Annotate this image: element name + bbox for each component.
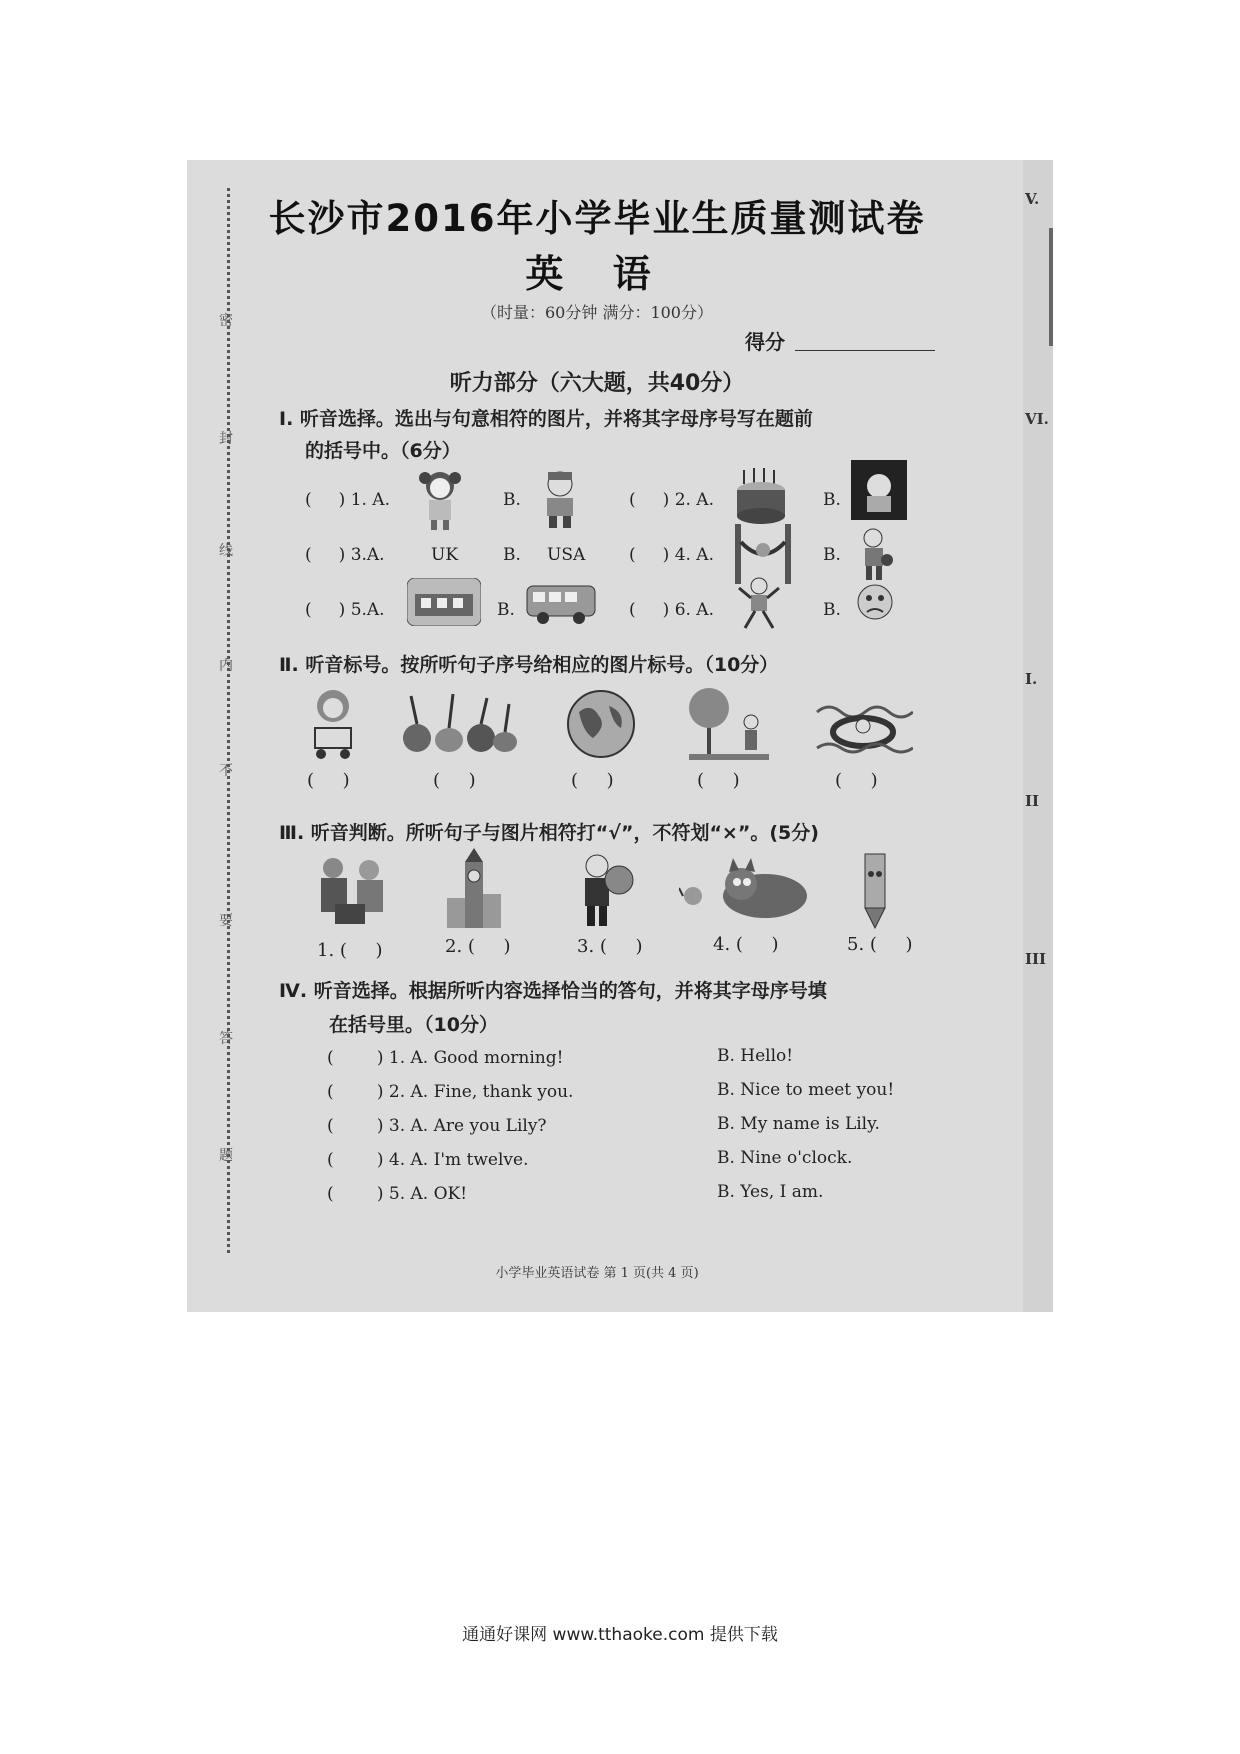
option-b-label: B. [503,490,521,510]
earth-picture [565,688,637,760]
dialog-option-b: B. Nice to meet you! [717,1080,895,1100]
question-4: ( ) 4. A. [629,545,714,565]
cake-picture [733,466,789,526]
dialog-question-a: ( ) 3. A. Are you Lily? [327,1116,547,1136]
binding-char: 答 [219,1031,233,1047]
score-line [795,350,935,351]
section4-heading-cont: 在括号里。（10分） [329,1014,498,1036]
site-footer: 通通好课网 www.tthaoke.com 提供下载 [462,1625,778,1645]
judge-blank[interactable]: 2. ( ) [445,936,511,957]
section1-heading-cont: 的括号中。（6分） [305,440,461,462]
binding-char: 密 [219,313,233,329]
answer-blank[interactable]: ( ) [307,770,350,791]
exam-subject: 英 语 [525,252,669,296]
question-5: ( ) 5.A. [305,600,385,620]
cupcake-picture [851,460,907,520]
binding-char: 内 [219,658,233,674]
binding-char: 题 [219,1148,233,1164]
section4-heading: Ⅳ. 听音选择。根据所听内容选择恰当的答句，并将其字母序号填 [279,980,827,1002]
answer-blank[interactable]: ( ) [835,770,878,791]
bus-picture [525,580,597,626]
question-3: ( ) 3.A. [305,545,385,565]
boy-basketball-picture [855,526,895,582]
judge-blank[interactable]: 5. ( ) [847,934,913,955]
dialog-option-b: B. Hello! [717,1046,794,1066]
next-page-bar [1049,228,1053,346]
score-label: 得分 [745,330,785,354]
page-number: 小学毕业英语试卷 第 1 页(共 4 页) [495,1266,699,1281]
section1-heading: Ⅰ. 听音选择。选出与句意相符的图片，并将其字母序号写在题前 [279,408,813,430]
big-ben-picture [443,848,505,930]
section3-heading: Ⅲ. 听音判断。所听句子与图片相符打“√”，不符划“×”。(5分) [279,822,819,844]
dialog-question-a: ( ) 1. A. Good morning! [327,1048,564,1068]
judge-blank[interactable]: 4. ( ) [713,934,779,955]
judge-blank[interactable]: 3. ( ) [577,936,643,957]
edge-label: III [1025,950,1047,968]
option-b-label: B. [823,490,841,510]
dialog-question-a: ( ) 4. A. I'm twelve. [327,1150,529,1170]
option-b-label: B. [823,600,841,620]
answer-blank[interactable]: ( ) [571,770,614,791]
answer-blank[interactable]: ( ) [433,770,476,791]
edge-label: VI. [1025,410,1049,428]
option-b-label: B. [823,545,841,565]
boy-picture [537,466,583,532]
binding-char: 线 [219,543,233,559]
option-a-text: UK [431,545,459,565]
option-b-label: B. [497,600,515,620]
binding-char: 不 [219,763,233,779]
exam-title: 长沙市2016年小学毕业生质量测试卷 [268,197,926,240]
pencil-picture [855,850,895,932]
edge-label: V. [1025,190,1040,208]
swimming-picture [813,692,913,756]
dialog-question-a: ( ) 5. A. OK! [327,1184,468,1204]
cat-mouse-picture [679,858,815,922]
judge-blank[interactable]: 1. ( ) [317,940,383,961]
people-picture [305,854,397,928]
edge-label: I. [1025,670,1038,688]
part-title: 听力部分（六大题，共40分） [449,371,745,396]
option-b-label: B. [503,545,521,565]
binding-char: 要 [219,913,233,929]
answer-blank[interactable]: ( ) [697,770,740,791]
man-bag-picture [573,850,637,928]
option-b-text: USA [547,545,586,565]
binding-char: 封 [219,431,233,447]
crying-face-picture [853,578,897,628]
shopping-cart-picture [305,688,361,762]
exam-photo [187,160,1053,1312]
train-picture [407,578,481,626]
question-2: ( ) 2. A. [629,490,714,510]
dialog-option-b: B. My name is Lily. [717,1114,880,1134]
planting-tree-picture [683,682,773,762]
question-6: ( ) 6. A. [629,600,714,620]
edge-label: II [1025,792,1040,810]
section2-heading: Ⅱ. 听音标号。按所听句子序号给相应的图片标号。（10分） [279,654,779,676]
question-1: ( ) 1. A. [305,490,390,510]
dialog-option-b: B. Nine o'clock. [717,1148,853,1168]
hammock-picture [733,524,793,584]
binding-dotted-line [227,188,230,1253]
time-info: （时量：60分钟 满分：100分） [481,303,713,322]
dialog-question-a: ( ) 2. A. Fine, thank you. [327,1082,574,1102]
jumping-boy-picture [735,576,783,632]
dialog-option-b: B. Yes, I am. [717,1182,824,1202]
vegetables-picture [397,690,521,758]
girl-picture [415,466,465,532]
